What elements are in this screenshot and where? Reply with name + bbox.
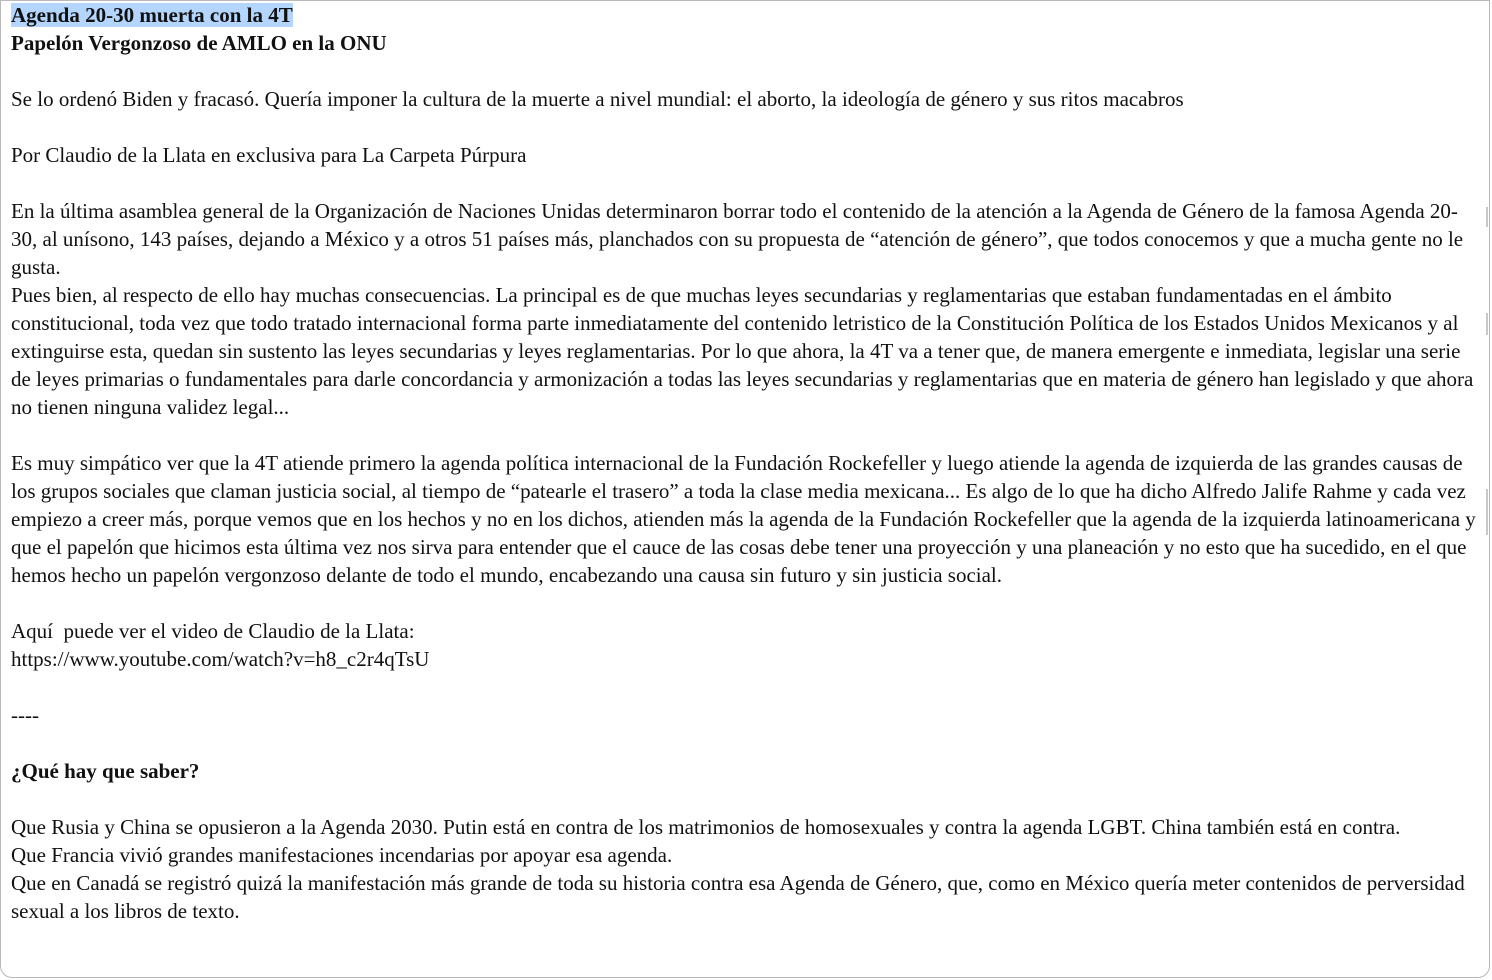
blank-line: [11, 57, 1481, 85]
selected-title-text[interactable]: Agenda 20-30 muerta con la 4T: [11, 3, 293, 27]
document-subtitle: Papelón Vergonzoso de AMLO en la ONU: [11, 31, 387, 55]
document-body: [11, 1, 1481, 925]
edge-marker: [1486, 313, 1488, 335]
section-heading: ¿Qué hay que saber?: [11, 759, 200, 783]
blank-line: [11, 673, 1481, 701]
edge-marker: [1486, 489, 1488, 535]
paragraph-3: Es muy simpático ver que la 4T atiende primero la agenda política internacional de la Fundación Rockefeller y luego atiende la agenda de izquierda de las grandes causas de los grupos sociales que claman justicia social, al tiempo de “patearle el trasero” a toda la clase media mexicana... Es algo de lo que ha dicho Alfredo Jalife Rahme y cada vez empiezo a creer más, porque vemos que en los hechos y no en los dichos, atienden más la agenda de la Fundación Rockefeller que la agenda de la izquierda latinoamericana y que el papelón que hicimos esta última vez nos sirva para entender que el cauce de las cosas debe tener una proyección y una planeación y no esto que ha sucedido, en el que hemos hecho un papelón vergonzoso delante de todo el mundo, encabezando una causa sin futuro y sin justicia social.: [11, 451, 1482, 587]
video-url: https://www.youtube.com/watch?v=h8_c2r4qTsU: [11, 647, 430, 671]
blank-line: [11, 589, 1481, 617]
fact-2: Que Francia vivió grandes manifestaciones incendarias por apoyar esa agenda.: [11, 843, 673, 867]
blank-line: [11, 421, 1481, 449]
blank-line: [11, 113, 1481, 141]
paragraph-1: En la última asamblea general de la Organización de Naciones Unidas determinaron borrar todo el contenido de la atención a la Agenda de Género de la famosa Agenda 20-30, al unísono, 143 países, dejando a México y a otros 51 países más, planchados con su propuesta de “atención de género”, que todos conocemos y que a mucha gente no le gusta.: [11, 199, 1469, 279]
paragraph-2: Pues bien, al respecto de ello hay muchas consecuencias. La principal es de que muchas leyes secundarias y reglamentarias que estaban fundamentadas en el ámbito constitucional, toda vez que todo tratado internacional forma parte inmediatamente del contenido letristico de la Constitución Política de los Estados Unidos Mexicanos y al extinguirse esta, quedan sin sustento las leyes secundarias y leyes reglamentarias. Por lo que ahora, la 4T va a tener que, de manera emergente e inmediata, legislar una serie de leyes primarias o fundamentales para darle concordancia y armonización a todas las leyes secundarias y reglamentarias que en materia de género han legislado y que ahora no tienen ninguna validez legal...: [11, 283, 1479, 419]
document-title: [11, 1, 1481, 29]
blank-line: [11, 169, 1481, 197]
edge-marker: [1486, 207, 1488, 227]
lead-paragraph: Se lo ordenó Biden y fracasó. Quería imponer la cultura de la muerte a nivel mundial: el aborto, la ideología de género y sus ritos macabros: [11, 87, 1184, 111]
video-intro: Aquí puede ver el video de Claudio de la Llata:: [11, 619, 415, 643]
fact-3: Que en Canadá se registró quizá la manifestación más grande de toda su historia contra esa Agenda de Género, que, como en México quería meter contenidos de perversidad sexual a los libros de texto.: [11, 871, 1470, 923]
separator: ----: [11, 703, 39, 727]
blank-line: [11, 785, 1481, 813]
fact-1: Que Rusia y China se opusieron a la Agenda 2030. Putin está en contra de los matrimonios de homosexuales y contra la agenda LGBT. China también está en contra.: [11, 815, 1401, 839]
byline: Por Claudio de la Llata en exclusiva para La Carpeta Púrpura: [11, 143, 527, 167]
blank-line: [11, 729, 1481, 757]
